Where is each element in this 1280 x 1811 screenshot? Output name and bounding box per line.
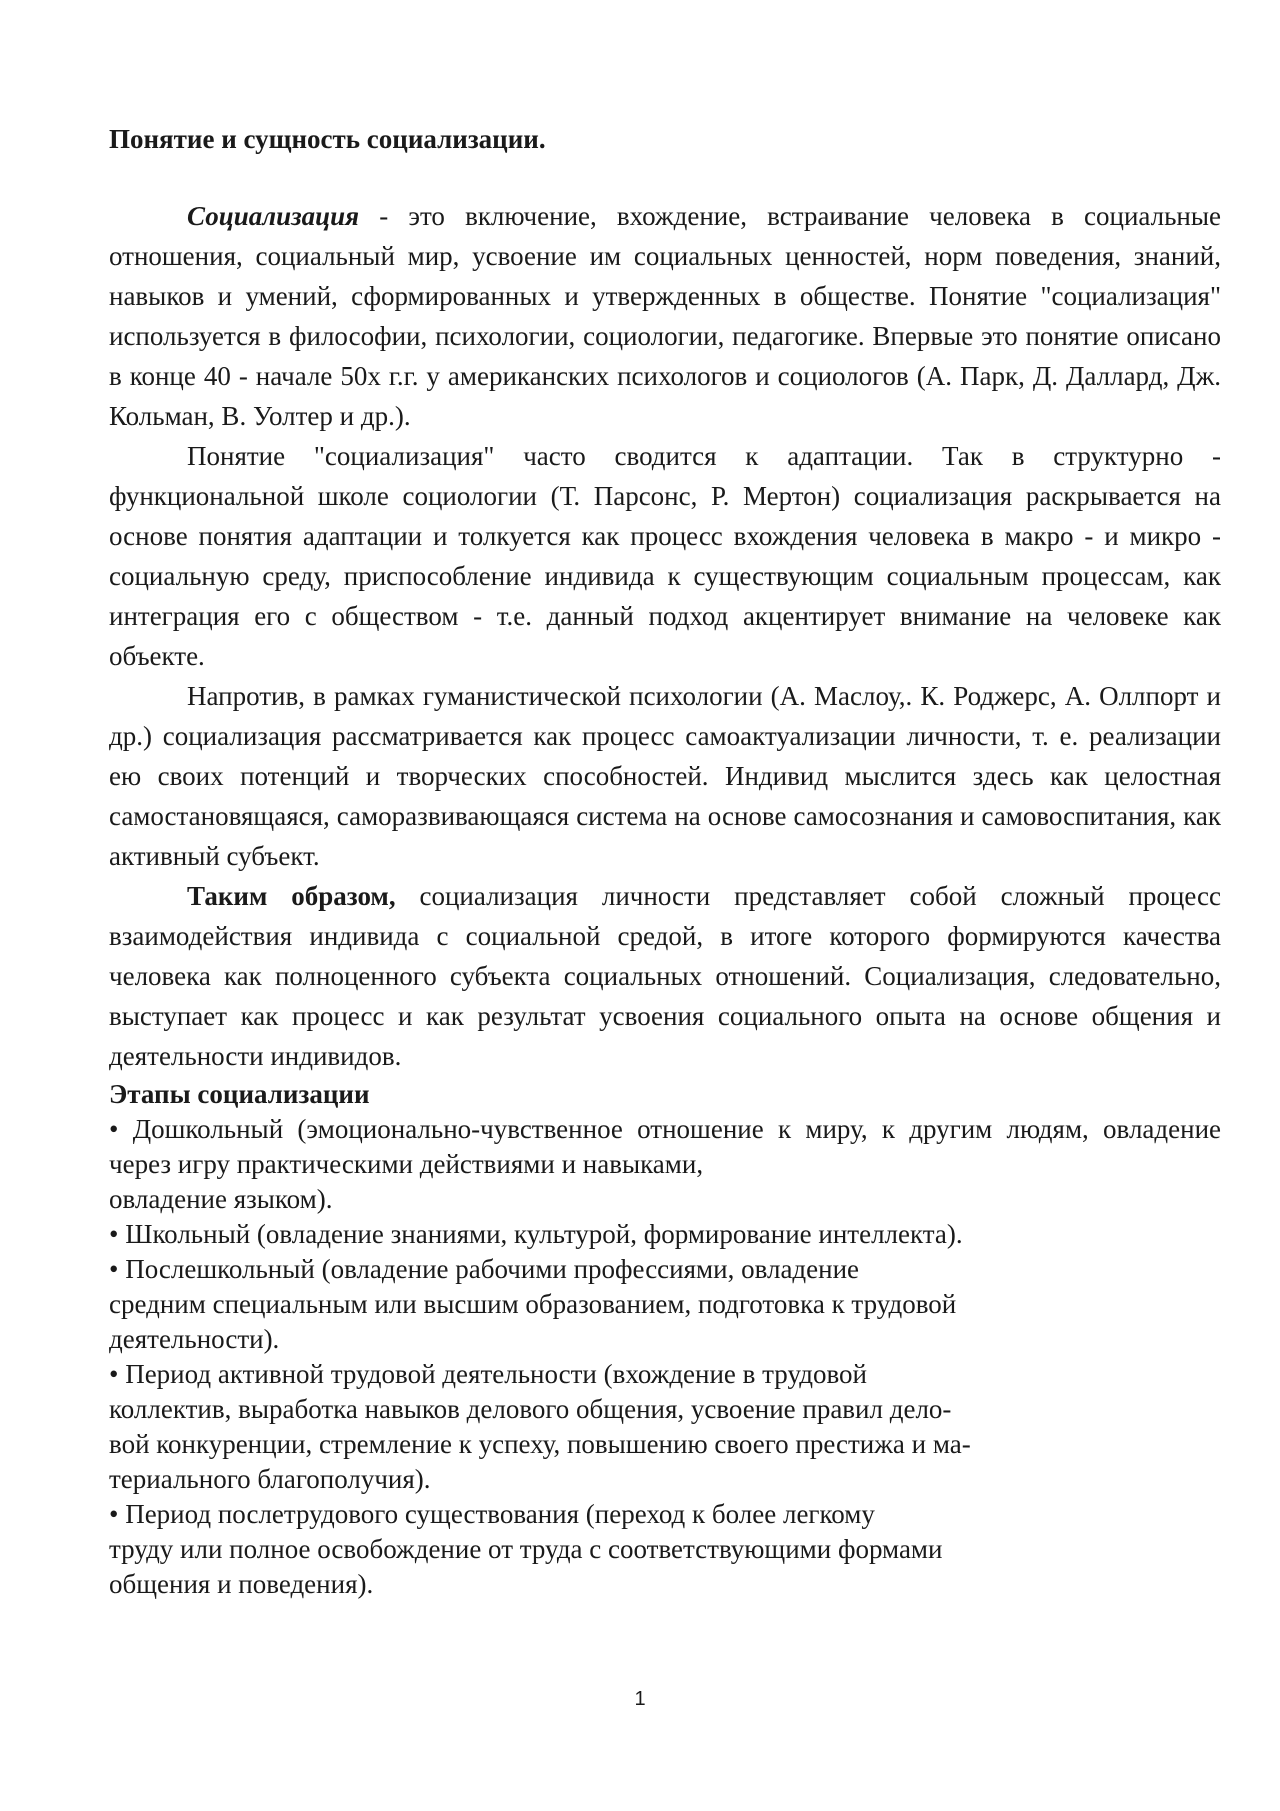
paragraph-adaptation bbox=[109, 436, 1221, 676]
stages-heading: Этапы социализации bbox=[109, 1079, 370, 1109]
paragraph-text: социализация личности представляет собой сложный процесс взаимодействия индивида с социальной средой, в итоге которого формируются качества человека как полноценного субъекта социальных отношений. Социализация, следовательно, выступает как процесс и как результат усвоения социального опыта на основе общения и деятельности индивидов. bbox=[109, 881, 1221, 1071]
paragraph-text: Напротив, в рамках гуманистической психологии (А. Маслоу,. К. Роджерс, А. Оллпорт и др.) социализация рассматривается как процесс самоактуализации личности, т. е. реализации ею своих потенций и творческих способностей. Индивид мыслится здесь как целостная самостановящаяся, саморазвивающаяся система на основе самосознания и самовоспитания, как активный субъект. bbox=[109, 681, 1221, 871]
paragraph-text: Понятие "социализация" часто сводится к адаптации. Так в структурно - функциональной школе социологии (Т. Парсонс, Р. Мертон) социализация раскрывается на основе понятия адаптации и толкуется как процесс вхождения человека в макро - и микро - социальную среду, приспособление индивида к существующим социальным процессам, как интеграция его с обществом - т.е. данный подход акцентирует внимание на человеке как объекте. bbox=[109, 441, 1221, 671]
stage-line: • Период послетрудового существования (переход к более легкому bbox=[109, 1499, 875, 1529]
stage-line: средним специальным или высшим образованием, подготовка к трудовой bbox=[109, 1289, 957, 1319]
stage-line: • Дошкольный (эмоционально-чувственное отношение к миру, к другим людям, овладение через игру практическими действиями и навыками, bbox=[109, 1114, 1221, 1179]
stage-line: • Школьный (овладение знаниями, культурой, формирование интеллекта). bbox=[109, 1219, 963, 1249]
paragraph-conclusion bbox=[109, 876, 1221, 1076]
stage-line: териального благополучия). bbox=[109, 1464, 431, 1494]
paragraph-humanistic bbox=[109, 676, 1221, 876]
paragraph-lead-term: Социализация bbox=[187, 201, 360, 231]
stage-line: труду или полное освобождение от труда с соответствующими формами bbox=[109, 1534, 943, 1564]
stages-list bbox=[109, 1112, 1221, 1602]
stage-line: коллектив, выработка навыков делового общения, усвоение правил дело- bbox=[109, 1394, 952, 1424]
paragraph-text: - это включение, вхождение, встраивание человека в социальные отношения, социальный мир, усвоение им социальных ценностей, норм поведения, знаний, навыков и умений, сформированных и утвержденных в обществе. Понятие "социализация" используется в философии, психологии, социологии, педагогике. Впервые это понятие описано в конце 40 - начале 50х г.г. у американских психологов и социологов (А. Парк, Д. Даллард, Дж. Кольман, В. Уолтер и др.). bbox=[109, 201, 1221, 431]
page-number: 1 bbox=[634, 1688, 646, 1710]
stage-line: общения и поведения). bbox=[109, 1569, 374, 1599]
stage-line: вой конкуренции, стремление к успеху, повышению своего престижа и ма- bbox=[109, 1429, 971, 1459]
document-title: Понятие и сущность социализации. bbox=[109, 124, 546, 154]
document-body bbox=[109, 120, 1221, 1602]
paragraph-lead-phrase: Таким образом, bbox=[187, 881, 396, 911]
paragraph-definition bbox=[109, 196, 1221, 436]
stage-line: деятельности). bbox=[109, 1324, 280, 1354]
stage-line: • Период активной трудовой деятельности (вхождение в трудовой bbox=[109, 1359, 867, 1389]
stage-line: • Послешкольный (овладение рабочими профессиями, овладение bbox=[109, 1254, 860, 1284]
stage-line: овладение языком). bbox=[109, 1184, 333, 1214]
